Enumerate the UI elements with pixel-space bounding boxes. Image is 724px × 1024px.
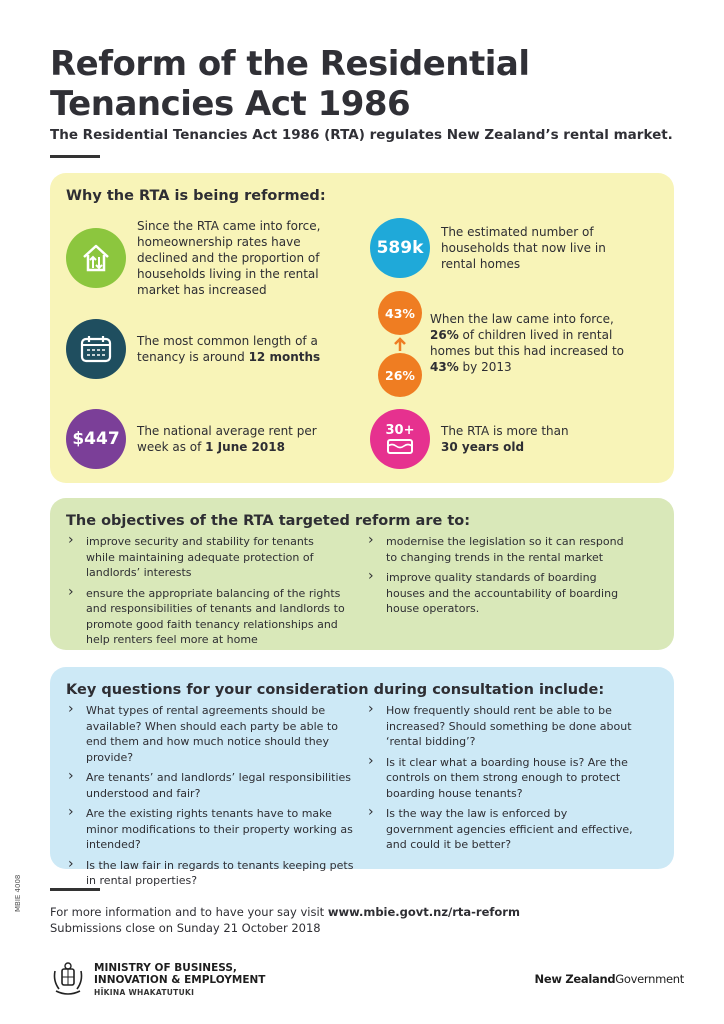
why-heading: Why the RTA is being reformed:: [66, 188, 326, 204]
list-item: › ensure the appropriate balancing of the rights and responsibilities of tenants and landlords to promote good faith tenancy relationships and help renters feel more at home: [66, 586, 346, 648]
why-panel: [50, 173, 674, 483]
house-arrows-icon: [66, 228, 126, 288]
title-line-2: Tenancies Act 1986: [50, 84, 411, 124]
households-circle: 589k: [370, 218, 430, 278]
stat-tenancy-value: 12 months: [248, 350, 321, 364]
footer-info: [50, 905, 520, 919]
ministry-maori-name: HĪKINA WHAKATUTUKI: [94, 987, 195, 997]
stat-age-text-pre: The RTA is more than: [441, 424, 569, 438]
stat-rent-date: 1 June 2018: [205, 440, 285, 454]
nz-government-word: Government: [615, 972, 684, 986]
children-text-26: 26%: [430, 328, 459, 342]
list-item: › What types of rental agreements should be available? When should each party be able to end them and how much notice should they provide?: [66, 703, 356, 765]
rent-circle: $447: [66, 409, 126, 469]
children-text-43: 43%: [430, 360, 459, 374]
stat-average-rent: [66, 409, 337, 469]
nz-government-nz: New Zealand: [534, 972, 616, 986]
objectives-right-list: [366, 534, 636, 622]
list-item: › improve security and stability for tenants while maintaining adequate protection of landlords’ interests: [66, 534, 346, 581]
header-divider: [50, 155, 100, 158]
stat-rta-age: [370, 409, 611, 469]
objectives-panel: [50, 498, 674, 650]
document-code: MBIE 4008: [14, 874, 22, 912]
stat-rent-text: [137, 423, 337, 455]
footer-divider: [50, 888, 100, 891]
list-item: › Are the existing rights tenants have to make minor modifications to their property working as intended?: [66, 806, 356, 853]
objectives-heading: The objectives of the RTA targeted reform are to:: [66, 513, 471, 529]
stat-children-text: [430, 311, 625, 375]
coat-of-arms-icon: [50, 960, 86, 998]
cake-label: 30+: [385, 422, 415, 438]
ministry-line-2: INNOVATION & EMPLOYMENT: [94, 974, 266, 986]
list-item: › modernise the legislation so it can respond to changing trends in the rental market: [366, 534, 636, 565]
children-text-c: of children lived in rental homes but this had increased to: [430, 328, 624, 358]
stat-tenancy-text-pre: The most common length of a tenancy is around: [137, 334, 318, 364]
stat-age-value: 30 years old: [441, 440, 525, 454]
stat-rental-households: [370, 218, 611, 278]
stat-homeownership-text: Since the RTA came into force, homeownership rates have declined and the proportion of households living in the rental market has increased: [137, 219, 321, 297]
list-item: › Are tenants’ and landlords’ legal responsibilities understood and fair?: [66, 770, 356, 801]
nz-government-logo: [535, 972, 685, 986]
questions-left-list: [66, 703, 356, 894]
list-item: › Is it clear what a boarding house is? Are the controls on them strong enough to protect boarding house tenants?: [366, 755, 636, 802]
footer-submissions: Submissions close on Sunday 21 October 2018: [50, 921, 321, 935]
ministry-name: [94, 962, 265, 997]
calendar-icon: [66, 319, 126, 379]
list-item: › How frequently should rent be able to be increased? Should something be done about ‘rental bidding’?: [366, 703, 636, 750]
objectives-left-list: [66, 534, 346, 653]
percent-43-circle: 43%: [378, 291, 422, 335]
questions-heading: Key questions for your consideration during consultation include:: [66, 682, 605, 698]
percent-26-circle: 26%: [378, 353, 422, 397]
title-line-1: Reform of the Residential: [50, 44, 530, 84]
stat-rent-text-pre: The national average rent per week as of: [137, 424, 317, 454]
page-title: [50, 44, 690, 124]
page-subtitle: The Residential Tenancies Act 1986 (RTA) regulates New Zealand’s rental market.: [50, 127, 673, 143]
children-text-e: by 2013: [458, 360, 512, 374]
footer-info-text: For more information and to have your say visit: [50, 905, 328, 919]
list-item: › Is the law fair in regards to tenants keeping pets in rental properties?: [66, 858, 356, 889]
stat-tenancy-text: [137, 333, 337, 365]
ministry-line-1: MINISTRY OF BUSINESS,: [94, 961, 237, 974]
list-item: › improve quality standards of boarding houses and the accountability of boarding house operators.: [366, 570, 636, 617]
list-item: › Is the way the law is enforced by government agencies efficient and effective, and could it be better?: [366, 806, 636, 853]
children-text-a: When the law came into force,: [430, 312, 614, 326]
stat-age-text: [441, 423, 611, 455]
footer-link[interactable]: www.mbie.govt.nz/rta-reform: [327, 905, 520, 919]
ministry-logo: [50, 960, 265, 998]
questions-panel: [50, 667, 674, 887]
questions-right-list: [366, 703, 636, 858]
stat-homeownership: [66, 218, 327, 298]
cake-icon: [370, 409, 430, 469]
stat-households-text: The estimated number of households that now live in rental homes: [441, 225, 606, 271]
stat-tenancy-length: [66, 319, 337, 379]
